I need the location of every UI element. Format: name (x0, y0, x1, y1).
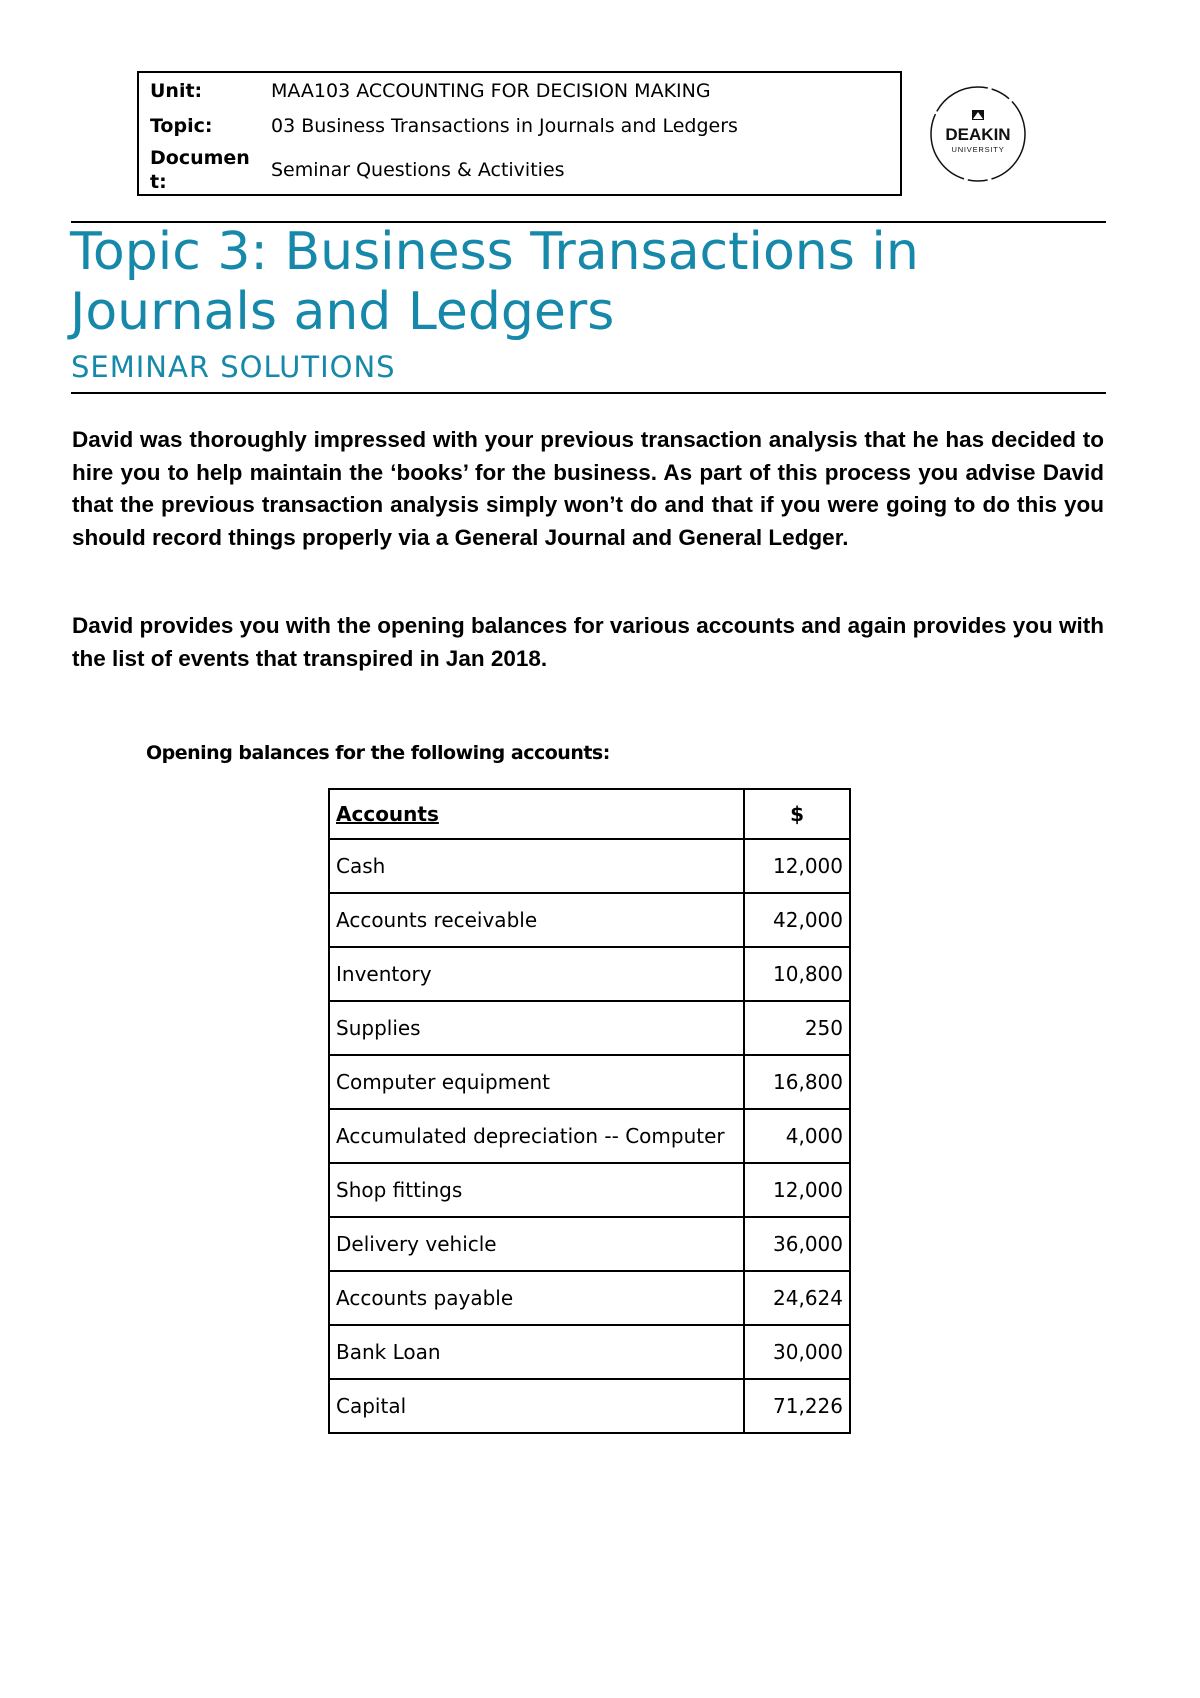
info-value: MAA103 ACCOUNTING FOR DECISION MAKING (271, 80, 711, 102)
amount-cell: 4,000 (744, 1109, 850, 1163)
amount-cell: 30,000 (744, 1325, 850, 1379)
amount-cell: 12,000 (744, 839, 850, 893)
amount-cell: 42,000 (744, 893, 850, 947)
table-row (329, 947, 850, 1001)
account-cell: Accounts payable (329, 1271, 744, 1325)
table-row (329, 1217, 850, 1271)
table-row (329, 893, 850, 947)
account-cell: Cash (329, 839, 744, 893)
table-row (329, 1109, 850, 1163)
amount-cell: 36,000 (744, 1217, 850, 1271)
opening-balances-table (328, 788, 851, 1434)
amount-cell: 16,800 (744, 1055, 850, 1109)
intro-paragraph: David was thoroughly impressed with your previous transaction analysis that he has decided to hire you to help maintain the ‘books’ for the business. As part of this process you advise David that the previous transaction analysis simply won’t do and that if you were going to do this you should record things properly via a General Journal and General Ledger. (72, 427, 1104, 550)
amount-cell: 250 (744, 1001, 850, 1055)
account-cell: Bank Loan (329, 1325, 744, 1379)
divider-bottom (71, 392, 1106, 394)
info-label: Topic: (150, 115, 213, 137)
account-cell: Supplies (329, 1001, 744, 1055)
table-row (329, 1325, 850, 1379)
table-header-row (329, 789, 850, 839)
table-row (329, 1163, 850, 1217)
account-cell: Inventory (329, 947, 744, 1001)
table-row (329, 1055, 850, 1109)
table-row (329, 1271, 850, 1325)
table-row (329, 1379, 850, 1433)
deakin-university-logo (928, 84, 1028, 184)
amount-cell: 12,000 (744, 1163, 850, 1217)
account-cell: Accounts receivable (329, 893, 744, 947)
account-cell: Capital (329, 1379, 744, 1433)
amount-cell: 71,226 (744, 1379, 850, 1433)
logo-sub: UNIVERSITY (951, 145, 1005, 154)
amount-cell: 10,800 (744, 947, 850, 1001)
table-row (329, 1001, 850, 1055)
info-value: 03 Business Transactions in Journals and Ledgers (271, 115, 738, 137)
account-cell: Accumulated depreciation -- Computer (329, 1109, 744, 1163)
column-header-accounts: Accounts (329, 789, 744, 839)
table-heading: Opening balances for the following accounts: (146, 742, 610, 764)
amount-cell: 24,624 (744, 1271, 850, 1325)
info-value: Seminar Questions & Activities (271, 159, 565, 181)
account-cell: Delivery vehicle (329, 1217, 744, 1271)
instructions-paragraph: David provides you with the opening balances for various accounts and again provides you with the list of events that transpired in Jan 2018. (72, 613, 1104, 671)
page-title: Topic 3: Business Transactions in Journals and Ledgers (70, 222, 919, 342)
table-row (329, 839, 850, 893)
info-label: Unit: (150, 80, 203, 102)
logo-name: DEAKIN (945, 125, 1011, 144)
account-cell: Shop fittings (329, 1163, 744, 1217)
info-label: Document: (150, 147, 250, 193)
account-cell: Computer equipment (329, 1055, 744, 1109)
document-info-box (137, 71, 902, 196)
column-header-amount: $ (744, 789, 850, 839)
page-subtitle: SEMINAR SOLUTIONS (71, 350, 396, 384)
